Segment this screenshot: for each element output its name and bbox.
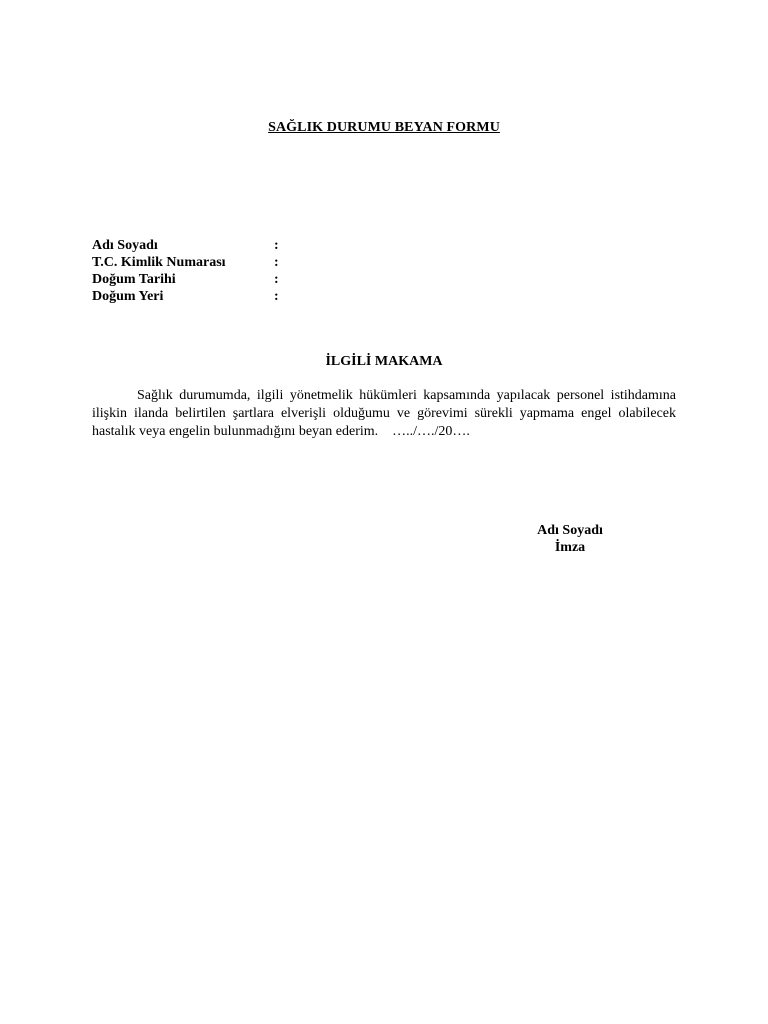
signature-name-label: Adı Soyadı [537,523,603,538]
field-row-name [92,237,294,254]
field-row-birth-date [92,271,294,288]
date-placeholder: …../…./20…. [392,424,470,439]
field-label-birth-place: Doğum Yeri [92,289,164,304]
field-row-birth-place [92,288,294,305]
declaration-text: Sağlık durumumda, ilgili yönetmelik hükümleri kapsamında yapılacak personel istihdamına ilişkin ilanda belirtilen şartlara elverişli olduğumu ve görevimi sürekli yapmama engel olabilecek hastalık veya engelin bulunmadığını beyan ederim. [92,388,676,439]
form-title: SAĞLIK DURUMU BEYAN FORMU [268,120,500,135]
declaration-paragraph [92,387,676,441]
signature-block [490,522,650,556]
field-separator: : [274,238,279,253]
field-separator: : [274,289,279,304]
field-row-id-number [92,254,294,271]
field-separator: : [274,255,279,270]
addressee-heading: İLGİLİ MAKAMA [325,354,443,369]
signature-sign-label: İmza [554,540,586,555]
field-label-name: Adı Soyadı [92,238,158,253]
personal-info-table [92,237,294,305]
field-label-birth-date: Doğum Tarihi [92,272,176,287]
field-label-id-number: T.C. Kimlik Numarası [92,255,226,270]
field-separator: : [274,272,279,287]
